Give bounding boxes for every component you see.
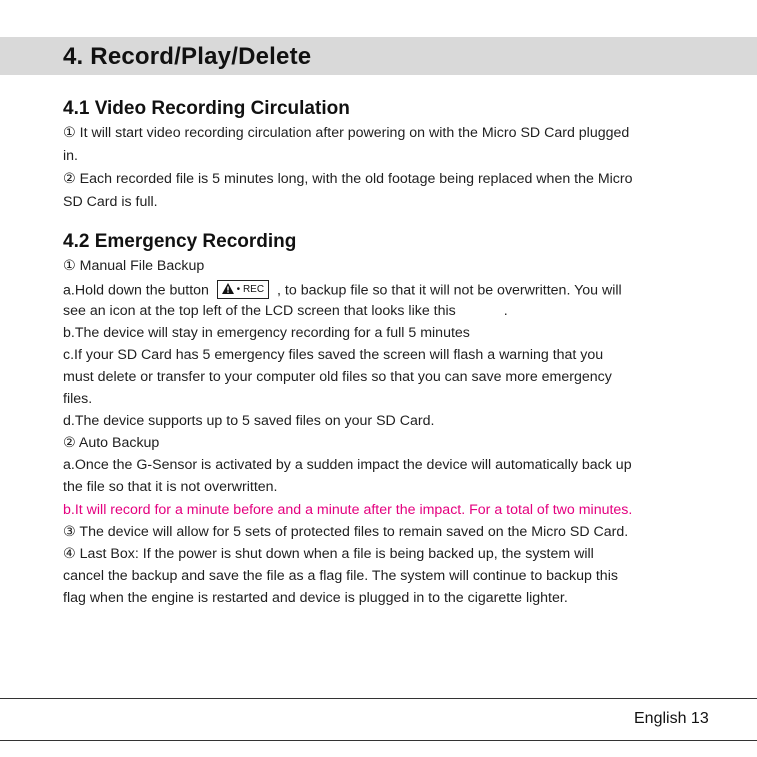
text-fragment: . [503, 303, 508, 319]
paragraph-line: d.The device supports up to 5 saved files on your SD Card. [63, 413, 435, 429]
paragraph-line [63, 280, 622, 301]
bullet-dot-icon: • [236, 284, 241, 295]
section-heading-video-recording: 4.1 Video Recording Circulation [63, 98, 350, 119]
button-label: REC [242, 284, 265, 295]
page-title: 4. Record/Play/Delete [63, 43, 312, 70]
footer-rule-top [0, 698, 757, 699]
paragraph-line: must delete or transfer to your computer old files so that you can save more emergency [63, 369, 612, 385]
paragraph-line: in. [63, 148, 78, 164]
page-number: English 13 [634, 710, 709, 727]
paragraph-line: b.The device will stay in emergency recording for a full 5 minutes [63, 325, 470, 341]
text-fragment: see an icon at the top left of the LCD screen that looks like this [63, 303, 456, 319]
paragraph-line: ② Each recorded file is 5 minutes long, with the old footage being replaced when the Micro [63, 171, 633, 187]
paragraph-line: cancel the backup and save the file as a flag file. The system will continue to backup this [63, 568, 618, 584]
paragraph-line: a.Once the G-Sensor is activated by a sudden impact the device will automatically back up [63, 457, 632, 473]
paragraph-line: c.If your SD Card has 5 emergency files saved the screen will flash a warning that you [63, 347, 604, 363]
paragraph-line: flag when the engine is restarted and device is plugged in to the cigarette lighter. [63, 590, 568, 606]
paragraph-line: ④ Last Box: If the power is shut down when a file is being backed up, the system will [63, 546, 594, 562]
text-fragment: , to backup file so that it will not be overwritten. You will [277, 282, 622, 299]
paragraph-line: SD Card is full. [63, 194, 158, 210]
paragraph-line: files. [63, 391, 93, 407]
subheading-manual-backup: ① Manual File Backup [63, 258, 205, 274]
paragraph-line: ③ The device will allow for 5 sets of protected files to remain saved on the Micro SD Card. [63, 524, 629, 540]
subheading-auto-backup: ② Auto Backup [63, 435, 160, 451]
paragraph-line: the file so that it is not overwritten. [63, 479, 278, 495]
paragraph-line: ① It will start video recording circulation after powering on with the Micro SD Card plugged [63, 125, 630, 141]
warning-triangle-icon [222, 283, 234, 294]
emergency-rec-button-illustration [217, 280, 269, 299]
section-heading-emergency-recording: 4.2 Emergency Recording [63, 231, 297, 252]
footer-rule-bottom [0, 740, 757, 741]
text-fragment: a.Hold down the button [63, 282, 209, 299]
paragraph-line [63, 303, 508, 319]
highlighted-line: b.It will record for a minute before and a minute after the impact. For a total of two minutes. [63, 502, 633, 518]
